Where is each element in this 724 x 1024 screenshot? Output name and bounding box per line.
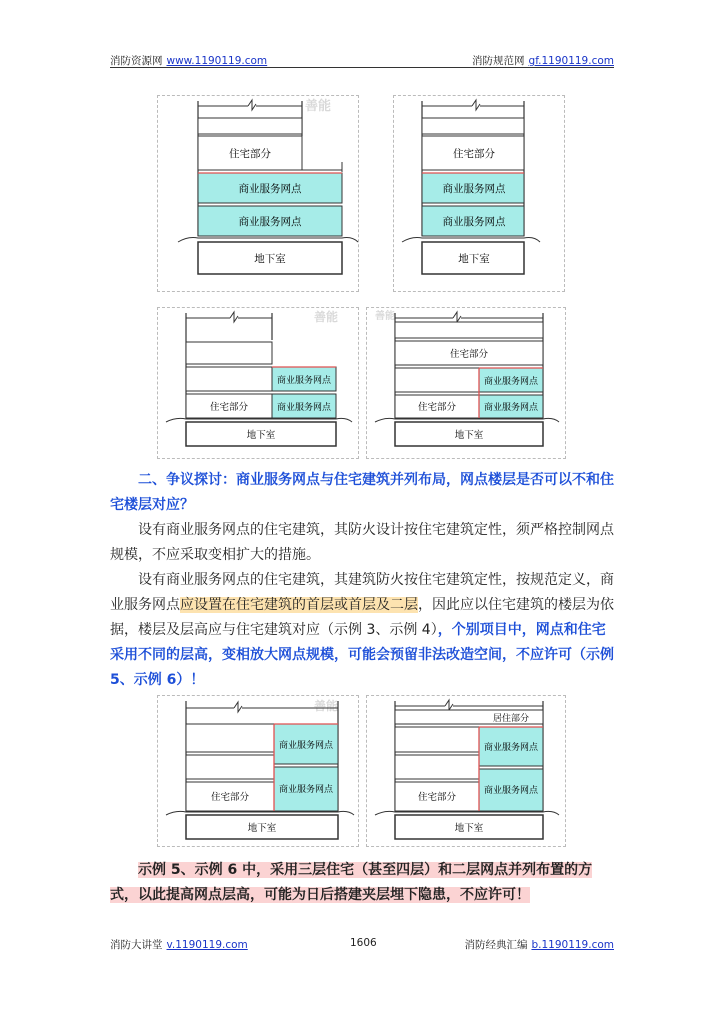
paragraph-1: 设有商业服务网点的住宅建筑，其防火设计按住宅建筑定性，须严格控制网点规模，不应采取变相扩大的措施。 (110, 522, 614, 563)
figure-example-2 (393, 95, 565, 292)
footer-right-text: 消防经典汇编 (464, 939, 528, 951)
header-divider (110, 67, 614, 68)
label-residential: 居住部分 (492, 714, 530, 724)
label-residential: 住宅部分 (209, 402, 249, 413)
section-heading: 二、争议探讨：商业服务网点与住宅建筑并列布局，网点楼层是否可以不和住宅楼层对应？ (110, 472, 614, 513)
header-left (110, 53, 267, 68)
header-left-text: 消防资源网 (110, 55, 163, 67)
footer-right (464, 937, 614, 952)
page-footer (110, 937, 614, 953)
figure-example-4 (366, 307, 566, 459)
watermark: 善能 (313, 699, 339, 713)
label-shop: 商业服务网点 (278, 785, 334, 795)
label-shop: 商业服务网点 (442, 216, 506, 228)
figure-example-5 (157, 695, 359, 847)
label-residential: 住宅部分 (229, 148, 271, 160)
label-shop: 商业服务网点 (238, 183, 302, 195)
footer-left (110, 937, 248, 952)
footer-left-link[interactable]: v.1190119.com (166, 939, 248, 951)
paragraph-2 (110, 568, 614, 693)
label-residential: 住宅部分 (417, 792, 457, 803)
watermark: 善能 (304, 99, 332, 114)
header-right-text: 消防规范网 (472, 55, 525, 67)
figure-example-6 (366, 695, 566, 847)
label-basement: 地下室 (254, 253, 286, 265)
footer-right-link[interactable]: b.1190119.com (531, 939, 614, 951)
label-shop: 商业服务网点 (276, 403, 332, 413)
label-basement: 地下室 (454, 430, 484, 441)
paragraph-3 (110, 858, 614, 908)
paragraph-2-warning: ，个别项目中，网点和住宅采用不同的层高，变相放大网点规模，可能会预留非法改造空间，不应许可（示例 5、示例 6）！ (110, 622, 614, 688)
label-basement: 地下室 (454, 823, 484, 834)
paragraph-2-text-b: ，因此应以住宅建筑的楼层为依据，楼层及层高应与住宅建筑对应（示例 3、示例 4） (110, 597, 614, 638)
label-residential: 住宅部分 (210, 792, 250, 803)
figure-example-1 (157, 95, 359, 292)
paragraph-2-highlight: 应设置在住宅建筑的首层或首层及二层 (180, 597, 418, 613)
page-number: 1606 (350, 937, 377, 949)
label-residential: 住宅部分 (449, 349, 489, 360)
label-basement: 地下室 (246, 430, 276, 441)
label-residential: 住宅部分 (417, 402, 457, 413)
label-shop: 商业服务网点 (483, 403, 539, 413)
label-shop: 商业服务网点 (483, 743, 539, 753)
watermark: 善能 (375, 311, 395, 322)
watermark: 善能 (313, 310, 339, 324)
header-right-link[interactable]: gf.1190119.com (528, 55, 614, 67)
label-shop: 商业服务网点 (442, 183, 506, 195)
paragraph-3-highlight: 示例 5、示例 6 中，采用三层住宅（甚至四层）和二层网点并列布置的方式，以此提高网点层高，可能为日后搭建夹层埋下隐患，不应许可！ (110, 862, 593, 903)
paragraph-2-text-a: 设有商业服务网点的住宅建筑，其建筑防火按住宅建筑定性，按规范定义，商业服务网点 (110, 572, 614, 613)
label-shop: 商业服务网点 (238, 216, 302, 228)
label-shop: 商业服务网点 (276, 376, 332, 386)
header-right (472, 53, 614, 68)
label-shop: 商业服务网点 (278, 741, 334, 751)
footer-left-text: 消防大讲堂 (110, 939, 163, 951)
label-basement: 地下室 (247, 823, 277, 834)
label-shop: 商业服务网点 (483, 786, 539, 796)
label-basement: 地下室 (458, 253, 490, 265)
label-shop: 商业服务网点 (483, 377, 539, 387)
label-residential: 住宅部分 (453, 148, 495, 160)
page-header (110, 50, 614, 68)
figure-example-3 (157, 307, 359, 459)
header-left-link[interactable]: www.1190119.com (166, 55, 268, 67)
